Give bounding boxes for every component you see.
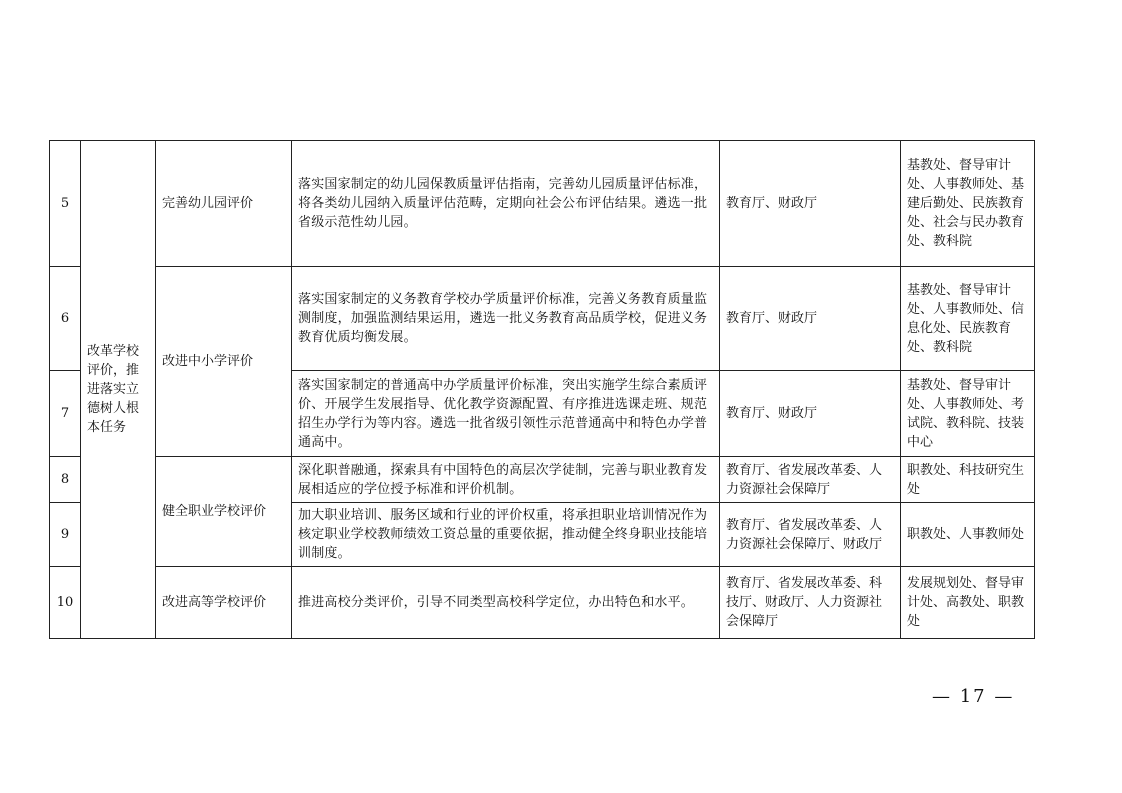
table-row — [50, 457, 1035, 503]
dept-cell: 教育厅、省发展改革委、人力资源社会保障厅、财政厅 — [720, 503, 901, 567]
content-cell: 推进高校分类评价，引导不同类型高校科学定位，办出特色和水平。 — [292, 567, 720, 639]
row-number: 7 — [50, 371, 81, 457]
row-number: 8 — [50, 457, 81, 503]
category-cell: 改革学校评价，推进落实立德树人根本任务 — [81, 141, 156, 639]
dept-cell: 教育厅、财政厅 — [720, 141, 901, 267]
office-cell: 基教处、督导审计处、人事教师处、考试院、教科院、技装中心 — [901, 371, 1035, 457]
dept-cell: 教育厅、省发展改革委、科技厅、财政厅、人力资源社会保障厅 — [720, 567, 901, 639]
content-cell: 深化职普融通，探索具有中国特色的高层次学徒制，完善与职业教育发展相适应的学位授予标准和评价机制。 — [292, 457, 720, 503]
table-row — [50, 141, 1035, 267]
row-number: 10 — [50, 567, 81, 639]
content-cell: 加大职业培训、服务区域和行业的评价权重，将承担职业培训情况作为核定职业学校教师绩效工资总量的重要依据，推动健全终身职业技能培训制度。 — [292, 503, 720, 567]
item-primary-middle: 改进中小学评价 — [156, 267, 292, 457]
office-cell: 职教处、科技研究生处 — [901, 457, 1035, 503]
row-number: 6 — [50, 267, 81, 371]
row-number: 5 — [50, 141, 81, 267]
item-higher: 改进高等学校评价 — [156, 567, 292, 639]
office-cell: 基教处、督导审计处、人事教师处、基建后勤处、民族教育处、社会与民办教育处、教科院 — [901, 141, 1035, 267]
dept-cell: 教育厅、财政厅 — [720, 371, 901, 457]
task-table — [49, 140, 1035, 639]
office-cell: 基教处、督导审计处、人事教师处、信息化处、民族教育处、教科院 — [901, 267, 1035, 371]
table-row — [50, 267, 1035, 371]
table-row — [50, 567, 1035, 639]
item-kindergarten: 完善幼儿园评价 — [156, 141, 292, 267]
row-number: 9 — [50, 503, 81, 567]
content-cell: 落实国家制定的普通高中办学质量评价标准，突出实施学生综合素质评价、开展学生发展指导、优化教学资源配置、有序推进选课走班、规范招生办学行为等内容。遴选一批省级引领性示范普通高中和特色办学普通高中。 — [292, 371, 720, 457]
office-cell: 职教处、人事教师处 — [901, 503, 1035, 567]
item-vocational: 健全职业学校评价 — [156, 457, 292, 567]
office-cell: 发展规划处、督导审计处、高教处、职教处 — [901, 567, 1035, 639]
dept-cell: 教育厅、财政厅 — [720, 267, 901, 371]
content-cell: 落实国家制定的义务教育学校办学质量评价标准，完善义务教育质量监测制度，加强监测结果运用，遴选一批义务教育高品质学校，促进义务教育优质均衡发展。 — [292, 267, 720, 371]
content-cell: 落实国家制定的幼儿园保教质量评估指南，完善幼儿园质量评估标准，将各类幼儿园纳入质量评估范畴，定期向社会公布评估结果。遴选一批省级示范性幼儿园。 — [292, 141, 720, 267]
page-number: — 17 — — [932, 686, 1015, 707]
dept-cell: 教育厅、省发展改革委、人力资源社会保障厅 — [720, 457, 901, 503]
